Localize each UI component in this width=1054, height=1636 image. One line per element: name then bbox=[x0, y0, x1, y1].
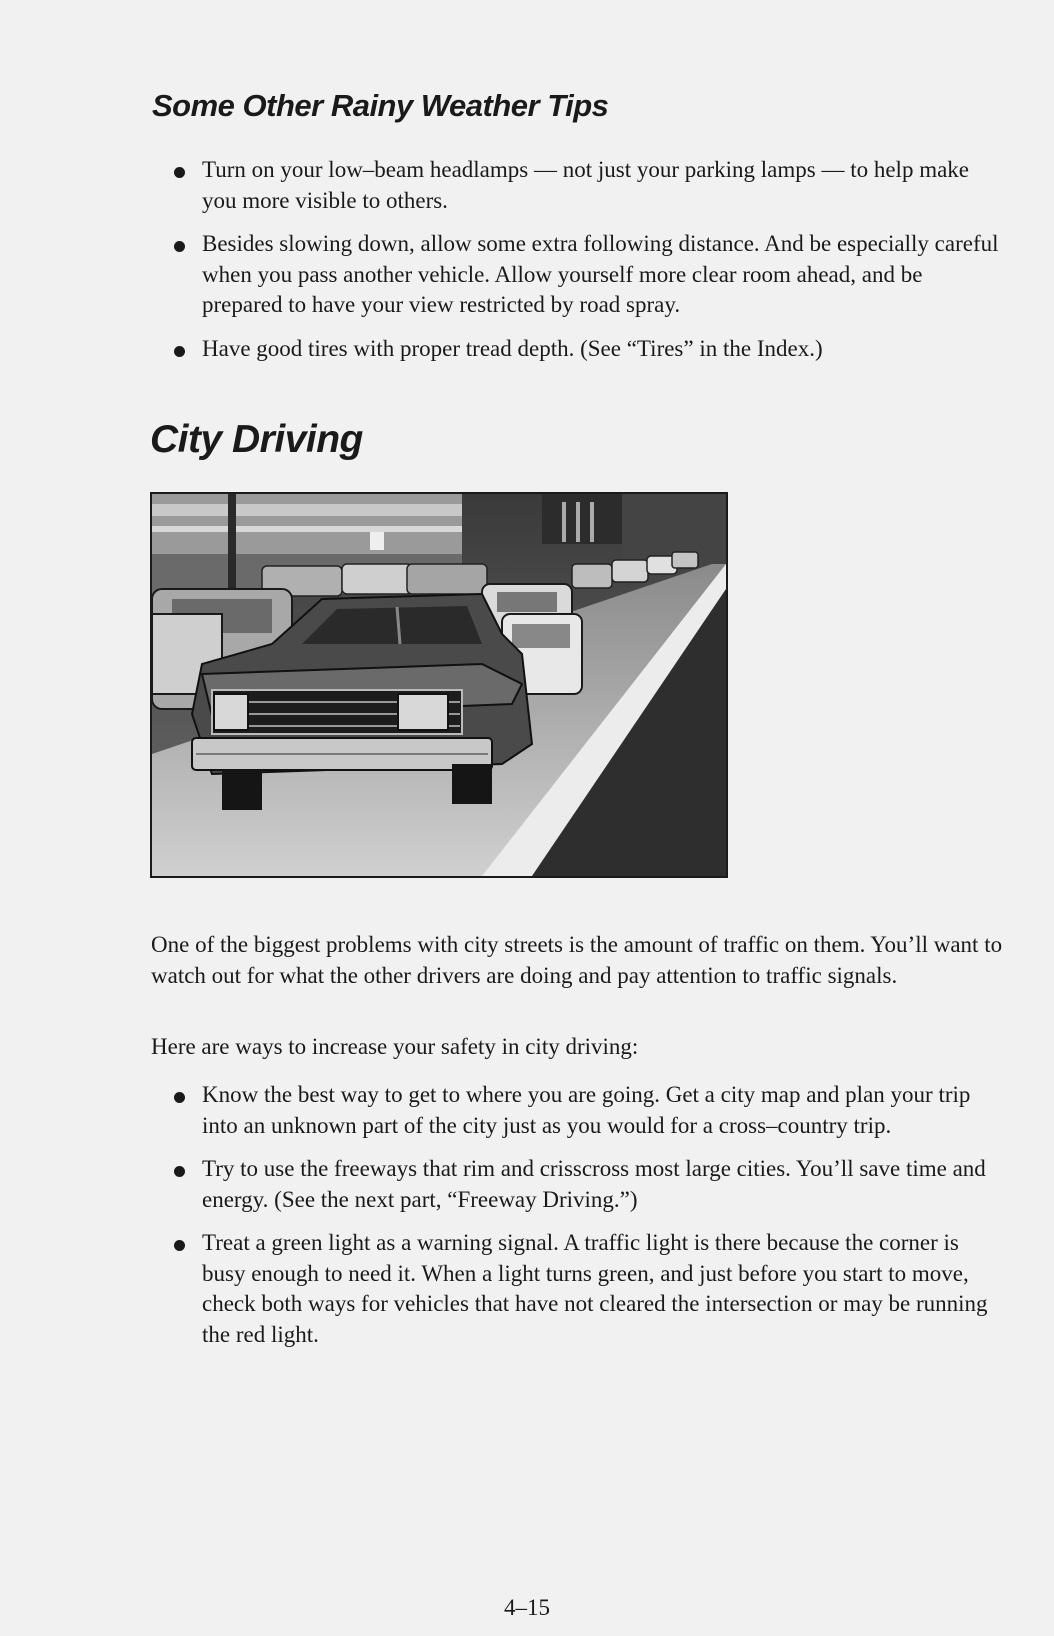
bullet-icon bbox=[174, 346, 185, 357]
bullet-text: Try to use the freeways that rim and crisscross most large cities. You’ll save time and energy. (See the next part, “Freeway Driving.”) bbox=[202, 1156, 986, 1212]
list-item bbox=[168, 1228, 1008, 1350]
bullet-icon bbox=[174, 241, 185, 252]
city-driving-heading: City Driving bbox=[150, 418, 363, 461]
bullet-text: Know the best way to get to where you are going. Get a city map and plan your trip into an unknown part of the city just as you would for a cross–country trip. bbox=[202, 1082, 971, 1138]
city-tips-list bbox=[168, 1080, 1008, 1363]
bullet-text: Turn on your low–beam headlamps — not just your parking lamps — to help make you more visible to others. bbox=[202, 157, 969, 213]
list-item bbox=[168, 1080, 1008, 1141]
bullet-text: Have good tires with proper tread depth. (See “Tires” in the Index.) bbox=[202, 335, 823, 361]
page-number: 4–15 bbox=[504, 1595, 550, 1620]
bullet-icon bbox=[174, 1092, 185, 1103]
bullet-text: Treat a green light as a warning signal. A traffic light is there because the corner is busy enough to need it. When a light turns green, and just before you start to move, check both ways for vehicles that have not cleared the intersection or may be running the red light. bbox=[202, 1230, 988, 1347]
bullet-icon bbox=[174, 167, 185, 178]
list-item bbox=[168, 334, 1008, 365]
bullet-text: Besides slowing down, allow some extra following distance. And be especially careful when you pass another vehicle. Allow yourself more clear room ahead, and be prepared to have your view restricted by road spray. bbox=[202, 231, 999, 317]
list-item bbox=[168, 1154, 1008, 1215]
rainy-tips-heading: Some Other Rainy Weather Tips bbox=[152, 88, 609, 123]
city-traffic-illustration bbox=[150, 492, 728, 878]
rainy-tips-list bbox=[168, 155, 1008, 377]
bullet-icon bbox=[174, 1240, 185, 1251]
list-item bbox=[168, 229, 1008, 321]
city-intro-paragraph: One of the biggest problems with city streets is the amount of traffic on them. You’ll want to watch out for what the other drivers are doing and pay attention to traffic signals. bbox=[151, 932, 1003, 988]
bullet-icon bbox=[174, 1166, 185, 1177]
city-safety-intro: Here are ways to increase your safety in city driving: bbox=[151, 1034, 639, 1059]
list-item bbox=[168, 155, 1008, 216]
